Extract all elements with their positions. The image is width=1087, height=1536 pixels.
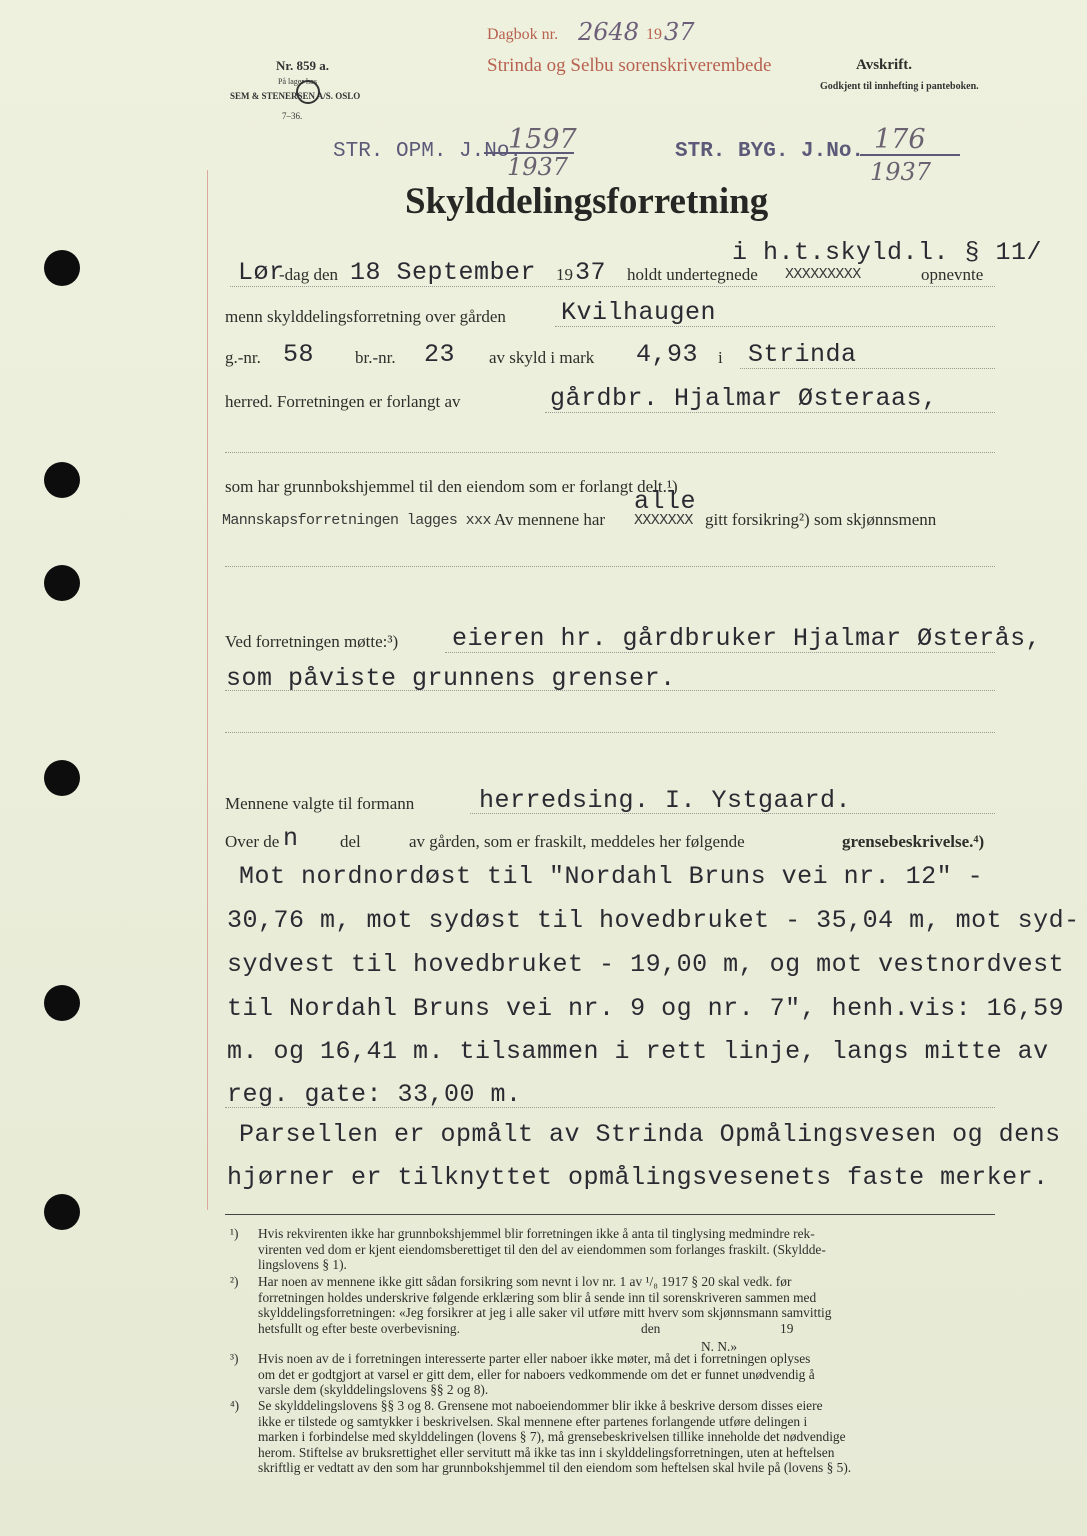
footnote-separator bbox=[225, 1214, 995, 1215]
grunnbok-text: som har grunnbokshjemmel til den eiendom som er forlangt delt.¹) bbox=[225, 477, 678, 496]
opm-journal-label: STR. OPM. J.No. bbox=[333, 140, 523, 163]
meeting-date: 18 September bbox=[350, 258, 537, 287]
footnote-4-mark: ⁴) bbox=[230, 1398, 240, 1413]
dotted-rule bbox=[225, 566, 995, 567]
farm-label: menn skylddelingsforretning over gården bbox=[225, 307, 506, 326]
footnote-line: marken i forbindelse med skylddelingen (lovens § 7), må grensebeskrivelsen tillike inneholde det nødvendige bbox=[258, 1429, 846, 1445]
dotted-rule bbox=[225, 1107, 995, 1108]
attendee-text: eieren hr. gårdbruker Hjalmar Østerås, bbox=[452, 624, 1042, 653]
footnote-line: herom. Stiftelse av bruksrettighet eller servitutt må ikke tas inn i skylddelingsforretningen, uten at heftelsen bbox=[258, 1444, 835, 1460]
avskrift-label: Avskrift. bbox=[856, 57, 912, 73]
godkjent-note: Godkjent til innhefting i panteboken. bbox=[820, 81, 979, 92]
byg-underline bbox=[860, 154, 960, 156]
footnote-2-nn: N. N.» bbox=[701, 1339, 738, 1354]
motte-label: Ved forretningen møtte:³) bbox=[225, 632, 399, 651]
footnote-line: Se skylddelingslovens §§ 3 og 8. Grensene mot naboeiendommer blir ikke å beskrive dersom disses eiere bbox=[258, 1398, 823, 1413]
farm-name: Kvilhaugen bbox=[561, 298, 717, 327]
gnr-label: g.-nr. bbox=[225, 348, 261, 367]
dagbok-year-hand: 37 bbox=[664, 18, 695, 46]
meeting-year: 37 bbox=[575, 258, 607, 287]
municipality: Strinda bbox=[748, 340, 857, 369]
boundary-line: 30,76 m, mot sydøst til hovedbruket - 35,04 m, mot syd- bbox=[227, 906, 1080, 935]
forsikring-text: gitt forsikring²) som skjønnsmenn bbox=[705, 510, 937, 529]
fraskilt-text: av gården, som er fraskilt, meddeles her følgende bbox=[409, 832, 745, 851]
margin-line bbox=[207, 170, 208, 1210]
dagbok-number: 2648 bbox=[578, 18, 640, 46]
footnote-2-mark: ²) bbox=[230, 1274, 239, 1289]
mennene-text: Av mennene har bbox=[494, 510, 606, 529]
forlangt-label: herred. Forretningen er forlangt av bbox=[225, 392, 461, 411]
skyld-value: 4,93 bbox=[636, 340, 699, 369]
footnote-3 bbox=[258, 1351, 815, 1398]
opm-journal-number: 1597 bbox=[508, 124, 577, 155]
formann-name: herredsing. I. Ystgaard. bbox=[479, 786, 852, 815]
boundary-line: hjørner er tilknyttet opmålingsvesenets faste merker. bbox=[227, 1163, 1049, 1192]
footnote-2-19: 19 bbox=[780, 1321, 794, 1336]
dotted-rule bbox=[470, 813, 995, 814]
boundary-line: Parsellen er opmålt av Strinda Opmålingsvesen og dens bbox=[239, 1120, 1061, 1149]
struck-text: Mannskapsforretningen lagges xxx bbox=[222, 512, 491, 529]
footnote-1-mark: ¹) bbox=[230, 1226, 239, 1241]
footnote-line: hetsfullt og efter beste overbevisning. bbox=[258, 1320, 460, 1336]
i-label: i bbox=[718, 348, 723, 367]
weekday: Lør bbox=[238, 258, 285, 287]
punch-hole bbox=[44, 760, 80, 796]
footnote-line: virenten ved dom er kjent eiendomsberettiget til den del av eiendommen som forlanges fraskilt. (Skyldde- bbox=[258, 1241, 826, 1257]
bnr-value: 23 bbox=[424, 340, 456, 369]
footnote-line: ikke er tilstede og samtykker i beskrivelsen. Skal mennene efter partenes forlangende utføre delingen i bbox=[258, 1413, 808, 1429]
holdt-label: holdt undertegnede bbox=[627, 265, 758, 284]
over-label: Over de bbox=[225, 832, 280, 851]
footnote-line: Hvis rekvirenten ikke har grunnbokshjemmel blir forretningen ikke å anta til tinglysing medmindre rek- bbox=[258, 1226, 815, 1241]
form-date: 7–36. bbox=[282, 111, 303, 121]
document-title: Skylddelingsforretning bbox=[405, 181, 769, 222]
requester-name: gårdbr. Hjalmar Østeraas, bbox=[550, 384, 938, 413]
footnote-2 bbox=[258, 1274, 831, 1336]
footnote-line: om det er godtgjort at varsel er gitt dem, eller for naboers vedkommende om det er funnet unødvendig å bbox=[258, 1366, 815, 1382]
bnr-label: br.-nr. bbox=[355, 348, 396, 367]
struck-text: XXXXXXXXX bbox=[785, 266, 861, 283]
publisher-line2: SEM & STENERSEN A/S. OSLO bbox=[230, 91, 361, 101]
year-prefix: 19 bbox=[556, 265, 573, 284]
footnote-line: lingslovens § 1). bbox=[258, 1257, 347, 1273]
dotted-rule bbox=[545, 412, 995, 413]
punch-hole bbox=[44, 985, 80, 1021]
dag-den-label: -dag den bbox=[279, 265, 339, 284]
footnote-line: forretningen holdes underskrive følgende erklæring som blir å sende inn til sorenskriveren sammen med bbox=[258, 1289, 817, 1305]
gnr-value: 58 bbox=[283, 340, 315, 369]
opm-journal-year: 1937 bbox=[507, 153, 569, 181]
del-label: del bbox=[340, 832, 361, 851]
struck-text: XXXXXXX bbox=[634, 512, 693, 529]
boundary-line: til Nordahl Bruns vei nr. 9 og nr. 7", henh.vis: 16,59 bbox=[227, 994, 1065, 1023]
formann-label: Mennene valgte til formann bbox=[225, 794, 415, 813]
dotted-rule bbox=[445, 652, 995, 653]
footnote-line: Hvis noen av de i forretningen interesserte parter eller naboer ikke møter, må det i forretningen oplyses bbox=[258, 1351, 811, 1366]
over-n: n bbox=[283, 824, 299, 853]
skyld-label: av skyld i mark bbox=[489, 348, 595, 367]
dotted-rule bbox=[225, 732, 995, 733]
dagbok-label: Dagbok nr. bbox=[487, 26, 559, 43]
boundary-line: reg. gate: 33,00 m. bbox=[227, 1080, 522, 1109]
publisher-logo bbox=[296, 80, 320, 104]
dotted-rule bbox=[740, 368, 995, 369]
footnote-line: Har noen av mennene ikke gitt sådan forsikring som nevnt i lov nr. 1 av ¹/₈ 1917 § 20 skal vedk. før bbox=[258, 1274, 792, 1289]
office-name: Strinda og Selbu sorenskriverembede bbox=[487, 55, 772, 76]
byg-journal-number: 176 bbox=[874, 124, 926, 155]
footnote-4 bbox=[258, 1398, 851, 1476]
punch-hole bbox=[44, 565, 80, 601]
byg-journal-label: STR. BYG. J.No. bbox=[675, 140, 865, 163]
boundary-line: m. og 16,41 m. tilsammen i rett linje, langs mitte av bbox=[227, 1037, 1049, 1066]
dagbok-year-printed: 19 bbox=[646, 26, 662, 43]
grensebeskrivelse-label: grensebeskrivelse.⁴) bbox=[842, 832, 985, 851]
form-number: Nr. 859 a. bbox=[276, 58, 329, 73]
dotted-rule bbox=[225, 690, 995, 691]
punch-hole bbox=[44, 250, 80, 286]
boundary-line: Mot nordnordøst til "Nordahl Bruns vei nr. 12" - bbox=[239, 862, 984, 891]
publisher-line1: På lager hos bbox=[278, 77, 318, 86]
punch-hole bbox=[44, 462, 80, 498]
legal-reference: i h.t.skyld.l. § 11/ bbox=[732, 238, 1043, 267]
punch-hole bbox=[44, 1194, 80, 1230]
dotted-rule bbox=[230, 286, 995, 287]
footnote-1 bbox=[258, 1226, 826, 1273]
footnote-line: skylddelingsforretningen: «Jeg forsikrer at jeg i alle saker vil utføre mitt hverv som skjønnsmann samvittig bbox=[258, 1305, 832, 1321]
footnote-3-mark: ³) bbox=[230, 1351, 239, 1366]
dotted-rule bbox=[225, 452, 995, 453]
footnote-line: skriftlig er vedtatt av den som har grunnbokshjemmel til den eiendom som heftelsen skal hvile på (lovens § 5). bbox=[258, 1460, 852, 1476]
alle-insert: alle bbox=[634, 487, 697, 516]
boundary-line: sydvest til hovedbruket - 19,00 m, og mot vestnordvest bbox=[227, 950, 1065, 979]
byg-journal-year: 1937 bbox=[870, 158, 932, 186]
opnevnte-label: opnevnte bbox=[921, 265, 984, 284]
attendee-text-cont: som påviste grunnens grenser. bbox=[226, 664, 676, 693]
footnote-2-den: den bbox=[641, 1321, 661, 1336]
dotted-rule bbox=[555, 326, 995, 327]
footnote-line: varsle dem (skylddelingslovens §§ 2 og 8). bbox=[258, 1382, 489, 1398]
